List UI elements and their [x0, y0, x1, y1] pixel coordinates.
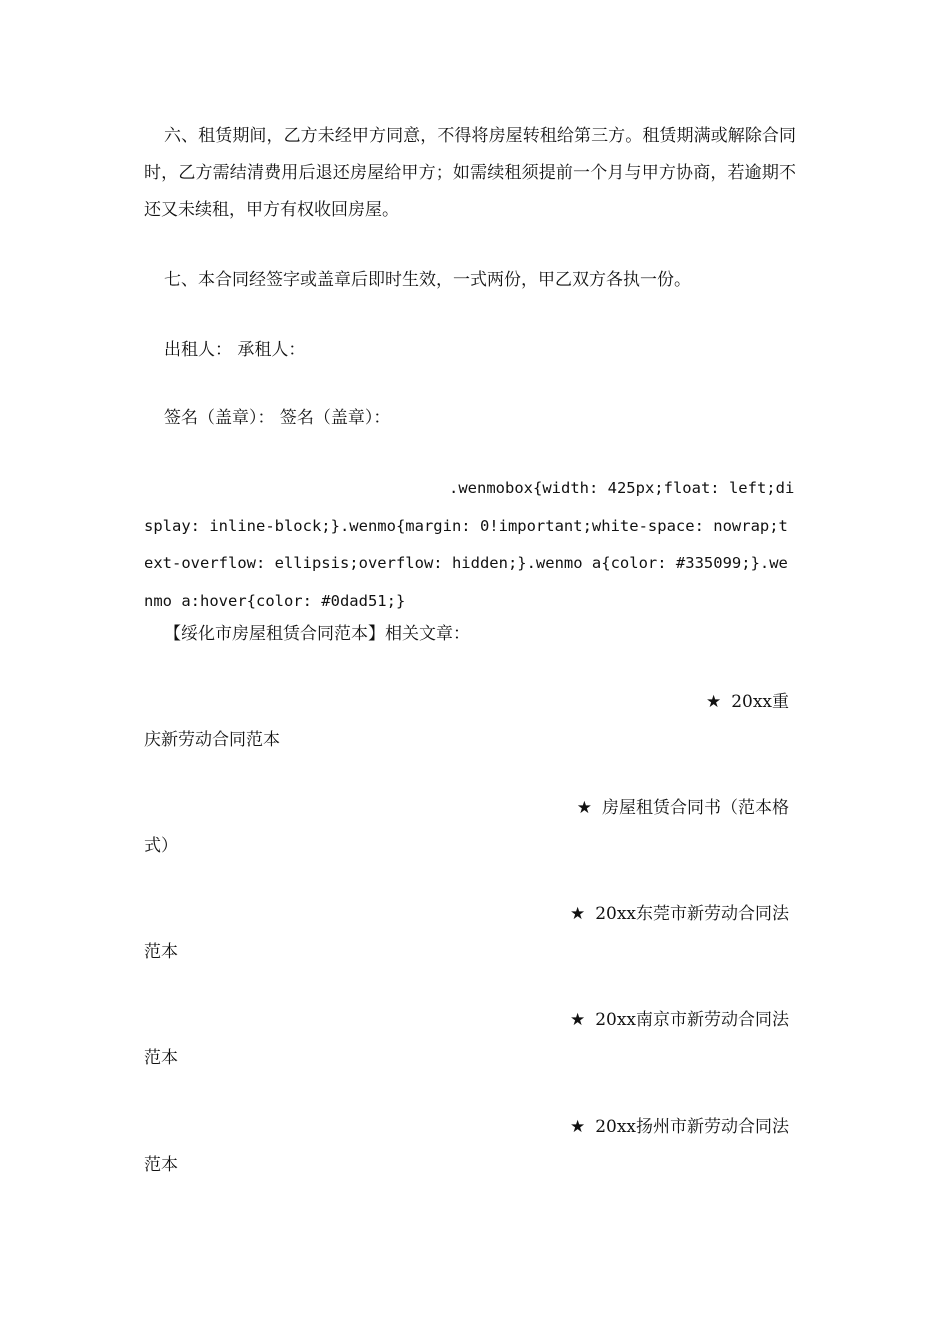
related-article-first-line[interactable]: ★ 20xx扬州市新劳动合同法 [569, 1117, 789, 1137]
related-article-second-line[interactable]: 式） [144, 836, 178, 856]
clause-seven: 七、本合同经签字或盖章后即时生效，一式两份，甲乙双方各执一份。 [164, 270, 691, 290]
star-icon: ★ [569, 1117, 586, 1137]
star-icon: ★ [569, 904, 586, 924]
related-article-first-line[interactable]: ★ 20xx重 [705, 692, 789, 712]
related-articles-heading: 【绥化市房屋租赁合同范本】相关文章： [164, 624, 470, 644]
star-icon: ★ [705, 692, 722, 712]
css-leak-text: .wenmobox{width: 425px;float: left;display: inline-block;}.wenmo{margin: 0!important;white-space: nowrap;text-overflow: ellipsis;overflow: hidden;}.wenmo a{color: #335099;}.wenmo a:hover{color: #0dad51;} [144, 479, 795, 610]
related-article-second-line[interactable]: 范本 [144, 1155, 178, 1175]
star-icon: ★ [569, 1010, 586, 1030]
related-article-first-line[interactable]: ★ 20xx东莞市新劳动合同法 [569, 904, 789, 924]
related-article-second-line[interactable]: 范本 [144, 942, 178, 962]
signature-seal-line: 签名（盖章）： 签名（盖章）： [164, 408, 391, 428]
related-article-first-line[interactable]: ★ 房屋租赁合同书（范本格 [576, 798, 789, 818]
signature-parties-line: 出租人： 承租人： [164, 340, 306, 360]
related-article-second-line[interactable]: 范本 [144, 1048, 178, 1068]
related-article-first-line[interactable]: ★ 20xx南京市新劳动合同法 [569, 1010, 789, 1030]
related-article-second-line[interactable]: 庆新劳动合同范本 [144, 730, 280, 750]
star-icon: ★ [576, 798, 592, 818]
clause-six: 六、租赁期间，乙方未经甲方同意，不得将房屋转租给第三方。租赁期满或解除合同时，乙方需结清费用后退还房屋给甲方；如需续租须提前一个月与甲方协商，若逾期不还又未续租，甲方有权收回房屋。 [144, 126, 796, 220]
